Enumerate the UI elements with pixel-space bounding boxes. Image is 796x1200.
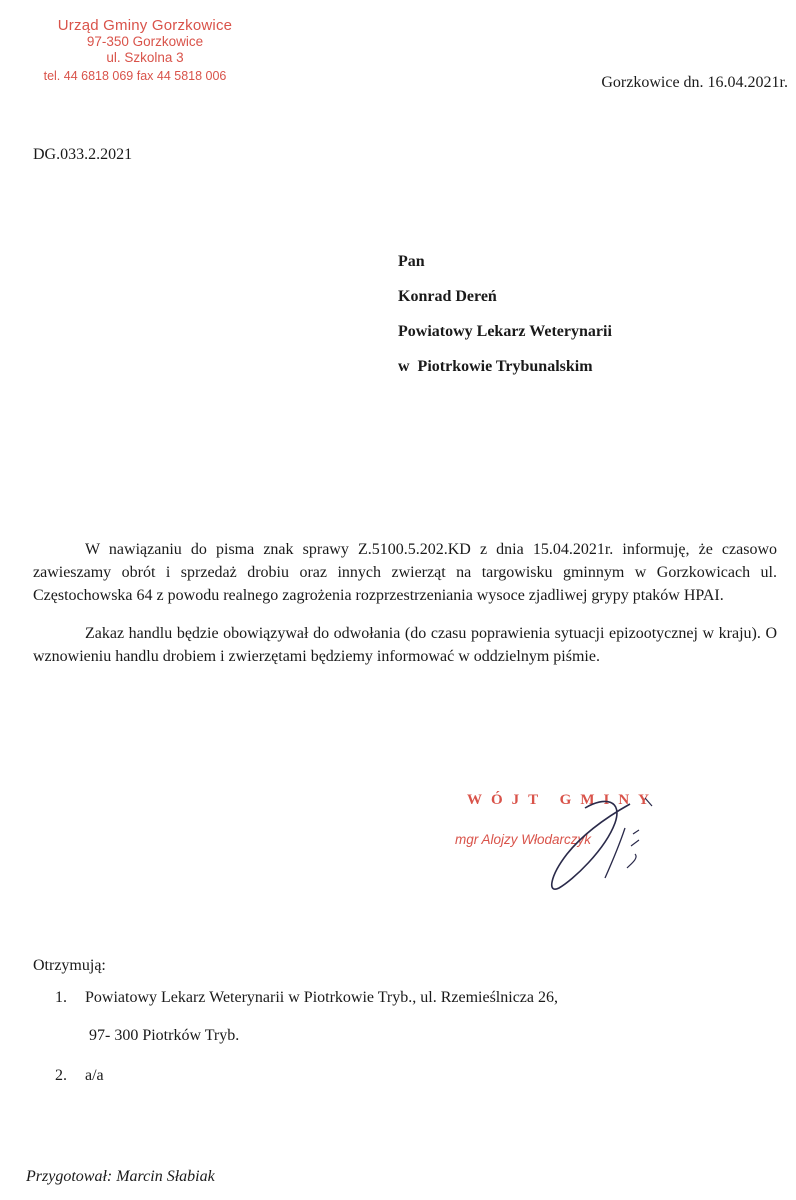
signature-name: mgr Alojzy Włodarczyk — [455, 832, 592, 847]
body-paragraph-2: Zakaz handlu będzie obowiązywał do odwołania (do czasu poprawienia sytuacji epizootycznej w kraju). O wznowieniu handlu drobiem i zwierzętami będziemy informować w oddzielnym piśmie. — [33, 625, 777, 665]
office-stamp — [30, 18, 260, 84]
letter-date: Gorzkowice dn. 16.04.2021r. — [601, 74, 788, 91]
stamp-postal-code: 97-350 Gorzkowice — [86, 34, 204, 49]
recipients-list — [55, 988, 558, 1086]
list-item-text: Powiatowy Lekarz Weterynarii w Piotrkowie Tryb., ul. Rzemieślnicza 26, — [85, 989, 558, 1006]
handwritten-signature — [455, 788, 675, 898]
recipients-title: Otrzymują: — [33, 957, 106, 974]
stamp-phone: tel. 44 6818 069 fax 44 5818 006 — [43, 69, 227, 83]
signature-title: WÓJT GMINY — [467, 792, 658, 808]
body-paragraph-1: W nawiązaniu do pisma znak sprawy Z.5100.5.202.KD z dnia 15.04.2021r. informuję, że czasowo zawieszamy obrót i sprzedaż drobiu oraz innych zwierząt na targowisku gminnym w Gorzkowicach ul. Częstochowska 64 z powodu realnego zagrożenia rozprzestrzeniania wysoce zjadliwej grypy ptaków HPAI. — [33, 541, 777, 604]
list-item-continuation: 97- 300 Piotrków Tryb. — [89, 1027, 240, 1044]
list-item-number: 2. — [55, 1067, 67, 1084]
list-item-number: 1. — [55, 989, 67, 1006]
addressee-position: Powiatowy Lekarz Weterynarii — [398, 323, 612, 340]
letter-body — [33, 538, 777, 683]
stamp-office-name: Urząd Gminy Gorzkowice — [57, 17, 233, 34]
prepared-by: Przygotował: Marcin Słabiak — [26, 1168, 215, 1185]
list-item — [55, 988, 558, 1046]
stamp-street: ul. Szkolna 3 — [106, 50, 184, 65]
list-item-text: a/a — [85, 1067, 104, 1084]
addressee-salutation: Pan — [398, 253, 425, 270]
reference-number: DG.033.2.2021 — [33, 146, 133, 163]
list-item — [55, 1066, 558, 1086]
addressee-name: Konrad Dereń — [398, 288, 497, 305]
addressee-location: w Piotrkowie Trybunalskim — [398, 358, 593, 375]
addressee-block — [398, 252, 612, 392]
signature-stamp — [455, 788, 675, 898]
